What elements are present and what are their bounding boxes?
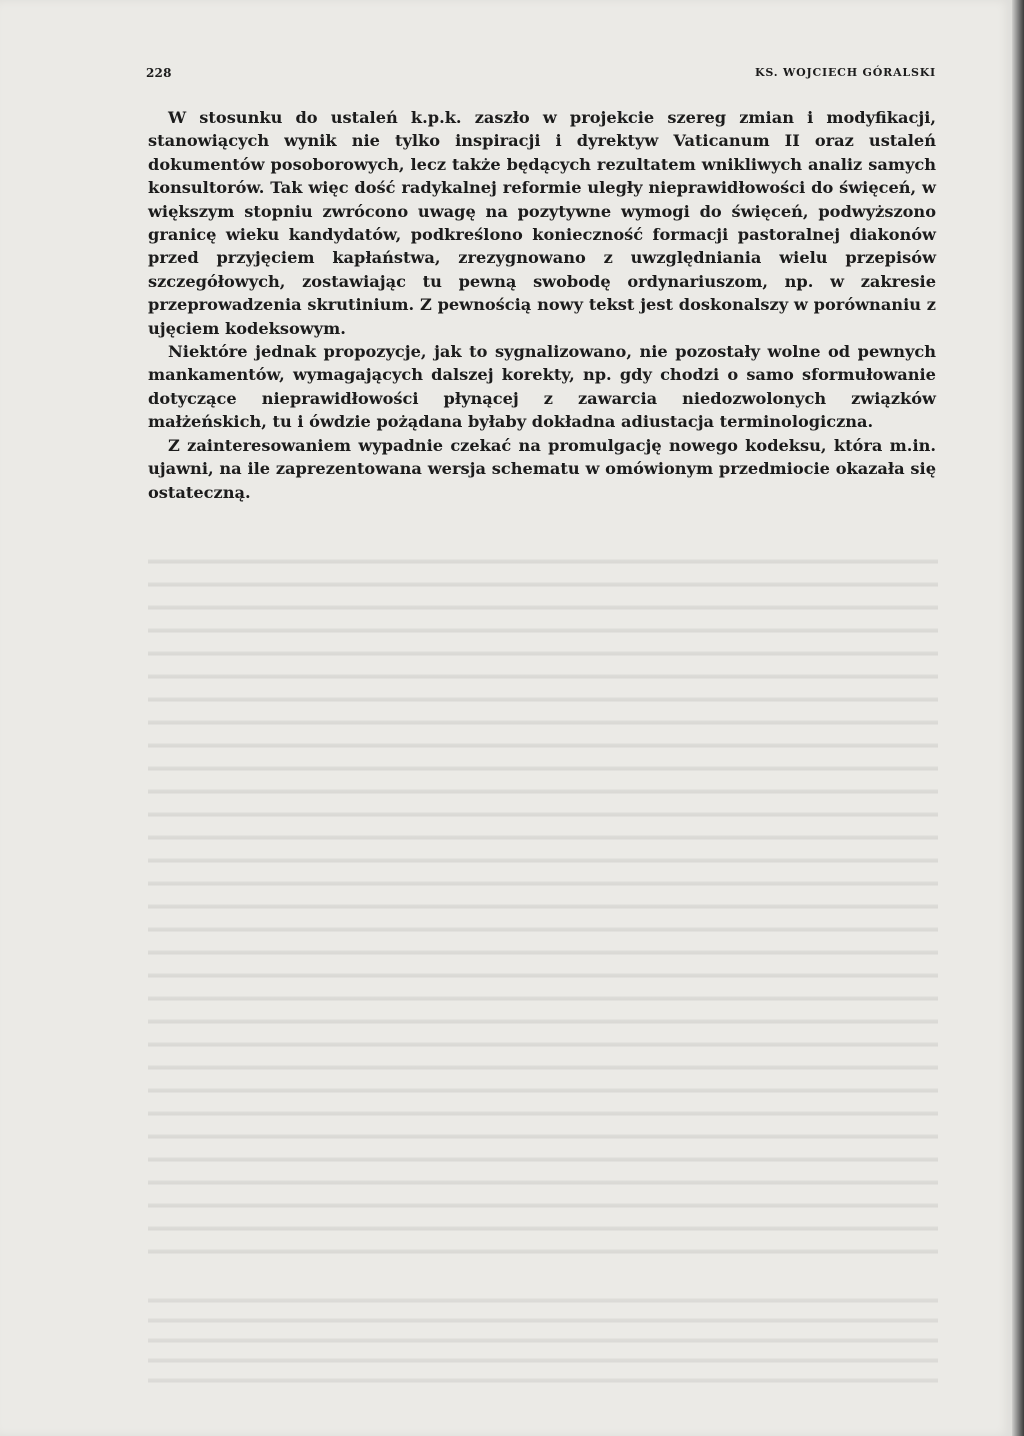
page-header bbox=[146, 66, 936, 86]
paragraph-2: Niektóre jednak propozycje, jak to sygnalizowano, nie pozostały wolne od pewnych mankamentów, wymagających dalszej korekty, np. gdy chodzi o samo sformułowanie dotyczące nieprawidłowości płynącej z zawarcia niedozwolonych związków małżeńskich, tu i ówdzie pożądana byłaby dokładna adiustacja terminologiczna. bbox=[148, 342, 936, 432]
page-number: 228 bbox=[146, 66, 172, 80]
page-edge-shadow bbox=[1012, 0, 1024, 1436]
running-head: KS. WOJCIECH GÓRALSKI bbox=[754, 66, 936, 79]
paragraph-3: Z zainteresowaniem wypadnie czekać na promulgację nowego kodeksu, która m.in. ujawni, na ile zaprezentowana wersja schematu w omówionym przedmiocie okazała się ostateczną. bbox=[148, 435, 936, 502]
main-text bbox=[148, 106, 936, 504]
paragraph-1: W stosunku do ustaleń k.p.k. zaszło w projekcie szereg zmian i modyfikacji, stanowiących wynik nie tylko inspiracji i dyrektyw Vaticanum II oraz ustaleń dokumentów posoborowych, lecz także będących rezultatem wnikliwych analiz samych konsultorów. Tak więc dość radykalnej reformie uległy nieprawidłowości do święceń, w większym stopniu zwrócono uwagę na pozytywne wymogi do święceń, podwyższono granicę wieku kandydatów, podkreślono konieczność formacji pastoralnej diakonów przed przyjęciem kapłaństwa, zrezygnowano z uwzględniania wielu przepisów szczegółowych, zostawiając tu pewną swobodę ordynariuszom, np. w zakresie przeprowadzenia skrutinium. Z pewnością nowy tekst jest doskonalszy w porównaniu z ujęciem kodeksowym. bbox=[148, 108, 936, 338]
show-through-area bbox=[148, 548, 938, 1268]
